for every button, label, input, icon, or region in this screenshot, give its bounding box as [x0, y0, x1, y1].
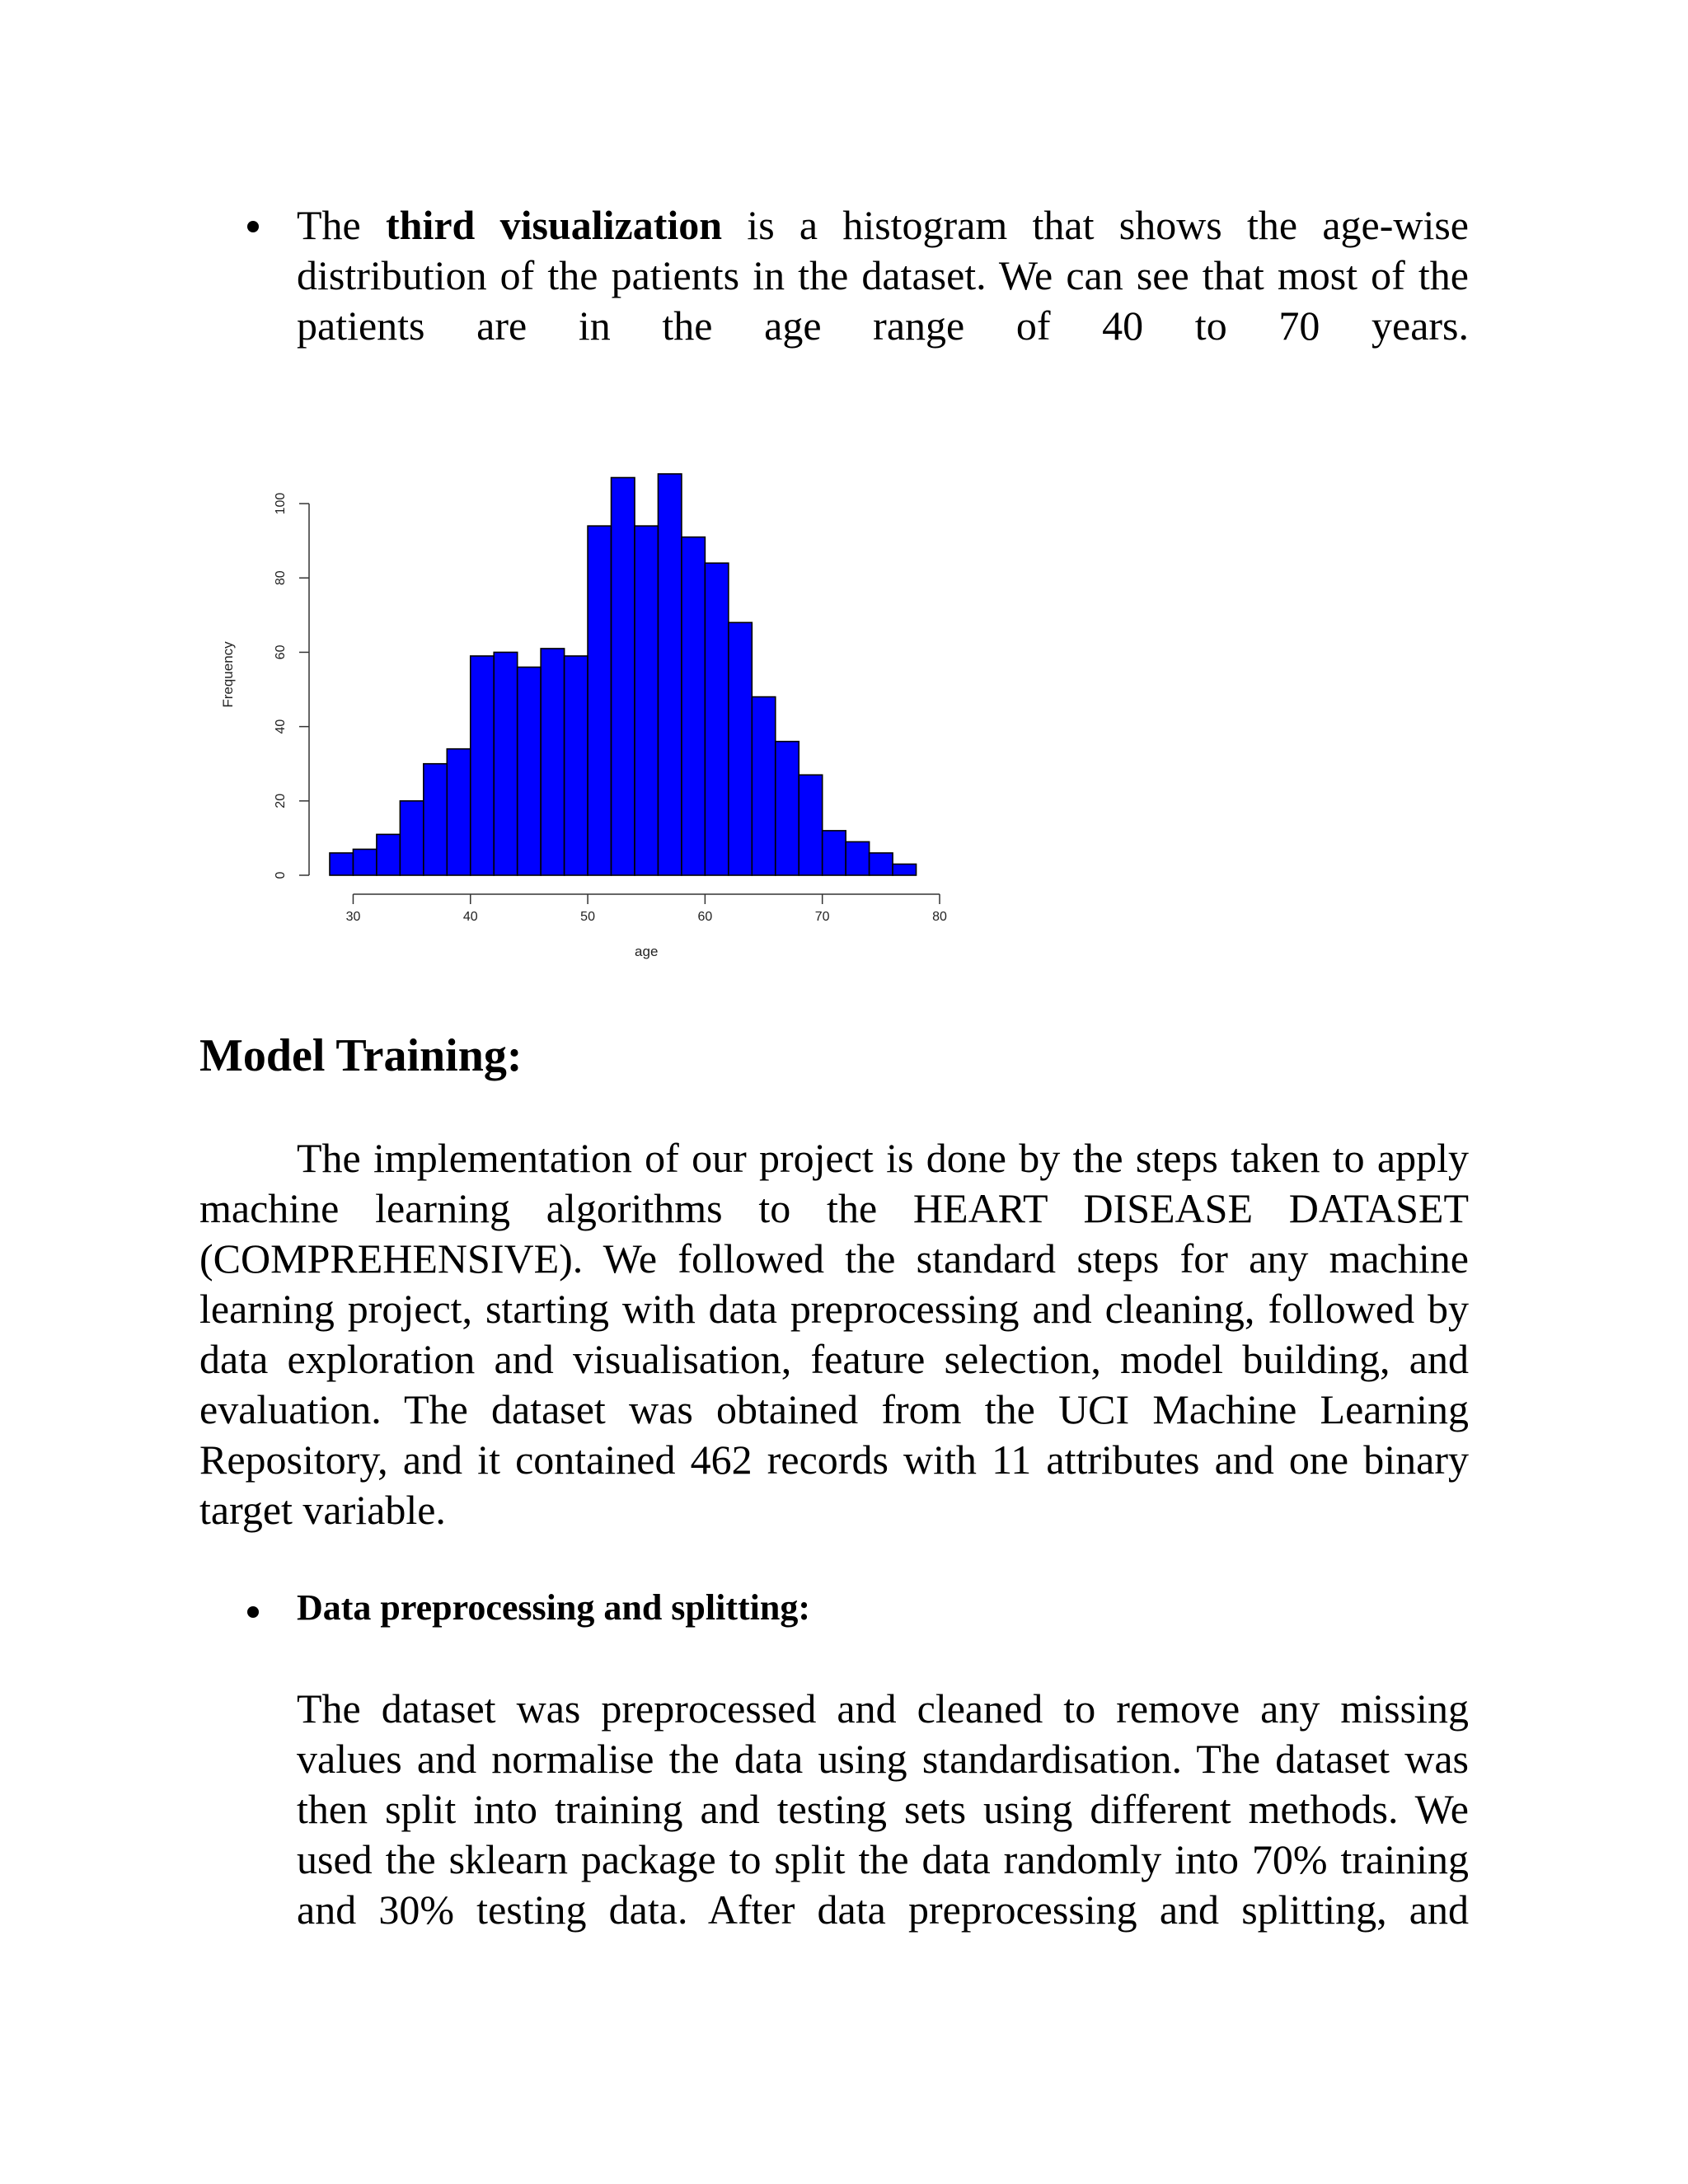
histogram-bar: [799, 775, 822, 875]
histogram-bar: [330, 853, 353, 875]
histogram-bar: [705, 563, 728, 875]
histogram-bar: [377, 834, 400, 875]
histogram-bar: [635, 526, 658, 875]
bullet-icon: [247, 221, 259, 232]
x-tick-label: 80: [932, 910, 947, 924]
x-axis: [346, 894, 947, 924]
y-tick-label: 60: [274, 644, 288, 660]
x-tick-label: 70: [814, 910, 830, 924]
histogram-bar: [541, 649, 564, 875]
x-tick-label: 30: [345, 910, 361, 924]
y-tick-label: 80: [274, 570, 288, 586]
histogram-bar: [424, 764, 447, 875]
paragraph-implementation-text: The implementation of our project is done by the steps taken to apply machine learning algorithms to the HEART DISEASE DATASET (COMPREHENSIVE). We followed the standard steps for any machine learning project, starting with data preprocessing and cleaning, followed by data exploration and visualisation, feature selection, model building, and evaluation. The dataset was obtained from the UCI Machine Learning Repository, and it contained 462 records with 11 attributes and one binary target variable.: [199, 1135, 1469, 1533]
bullet-data-preprocessing: Data preprocessing and splitting:: [297, 1587, 811, 1628]
histogram-bar: [588, 526, 611, 875]
histogram-bar: [658, 474, 681, 875]
histogram-bar: [353, 849, 376, 875]
y-axis: [274, 493, 309, 879]
histogram-bar: [494, 652, 517, 875]
x-tick-label: 40: [462, 910, 478, 924]
histogram-bar: [518, 667, 541, 875]
paragraph-preprocessing: The dataset was preprocessed and cleaned to remove any missing values and normalise the data using standardisation. The dataset was then split into training and testing sets using different methods. We used the sklearn package to split the data randomly into 70% training and 30% testing data. After data preprocessing and splitting, and: [297, 1685, 1469, 1933]
histogram-bar: [846, 841, 869, 875]
histogram-bar: [565, 656, 588, 875]
histogram-bar: [447, 749, 470, 875]
paragraph-implementation: [199, 1133, 1469, 1535]
y-tick-label: 20: [274, 793, 288, 808]
x-axis-label: age: [635, 944, 659, 959]
bullet-text-pre: The: [297, 202, 386, 248]
y-tick-label: 100: [274, 492, 288, 515]
histogram-bar: [823, 831, 846, 875]
x-tick-label: 60: [697, 910, 713, 924]
bullet-third-visualization: [297, 200, 1469, 351]
bullet-text-post: is a histogram that shows the age-wise distribution of the patients in the dataset. We can see that most of the patients are in the age range of 40 to 70 years.: [297, 202, 1470, 349]
age-histogram-chart: [206, 462, 964, 972]
histogram-bar: [752, 697, 775, 875]
histogram-bar: [612, 478, 635, 875]
histogram-bar: [776, 742, 799, 875]
section-heading: Model Training:: [199, 1030, 523, 1081]
histogram-bars: [330, 474, 917, 875]
bullet-text-bold: third visualization: [385, 202, 723, 248]
x-tick-label: 50: [580, 910, 595, 924]
bullet-icon: [247, 1606, 259, 1618]
histogram-bar: [682, 537, 705, 875]
y-axis-label: Frequency: [220, 641, 236, 708]
y-tick-label: 0: [274, 871, 288, 879]
histogram-bar: [870, 853, 893, 875]
y-tick-label: 40: [274, 719, 288, 734]
histogram-bar: [400, 801, 423, 875]
histogram-bar: [471, 656, 494, 875]
histogram-bar: [893, 864, 916, 875]
histogram-bar: [729, 622, 752, 875]
